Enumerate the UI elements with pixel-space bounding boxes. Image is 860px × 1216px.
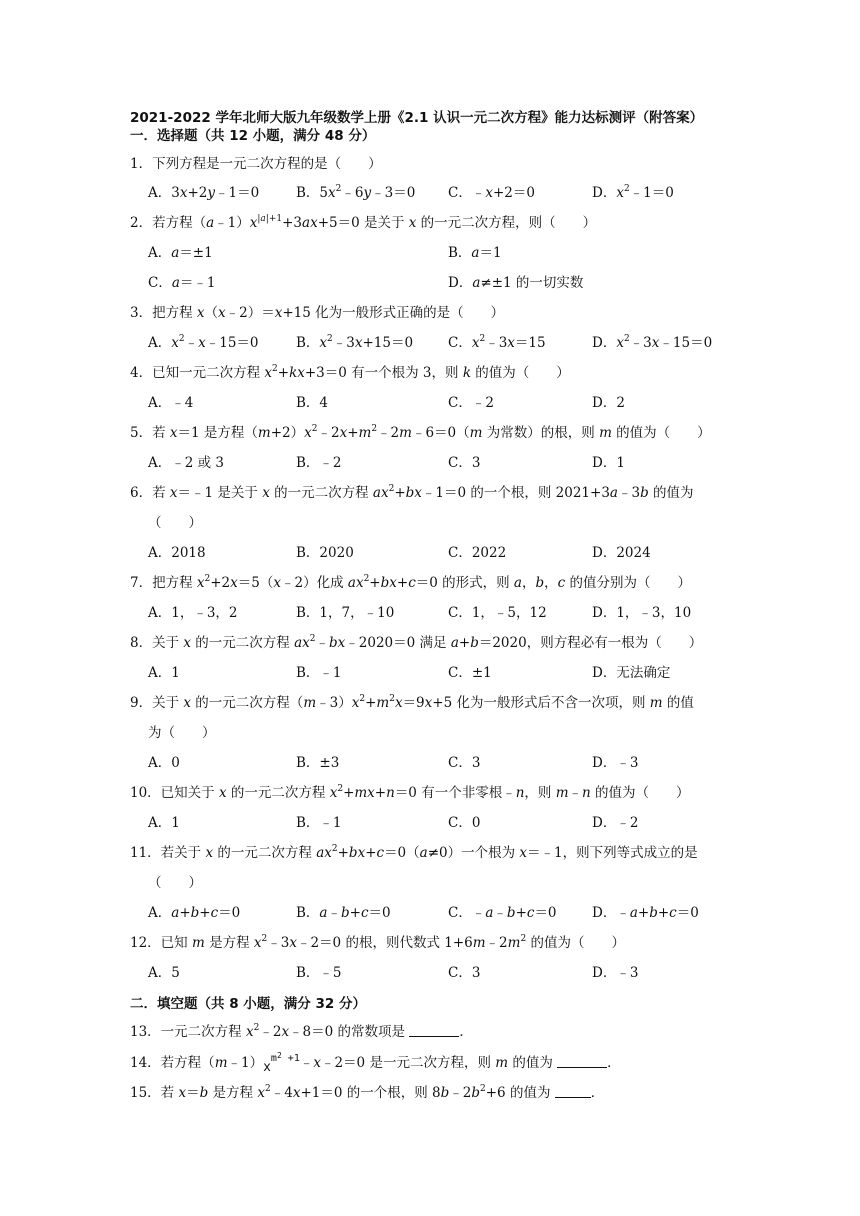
question-10-option-b: B．﹣1 — [296, 815, 342, 831]
question-9-continuation: 为（ ） — [148, 725, 216, 741]
question-9-option-a: A．0 — [148, 755, 180, 771]
question-1: 1．下列方程是一元二次方程的是（ ） — [130, 156, 382, 172]
question-7-option-a: A．1，﹣3，2 — [148, 605, 238, 621]
section-heading-choice: 一．选择题（共 12 小题，满分 48 分） — [130, 128, 376, 144]
question-8: 8．关于 x 的一元二次方程 $ax^2﹣bx﹣2020=0$ 满足 a+b＝2020，则方程必有一根为（ ） — [130, 634, 703, 651]
question-7-option-c: C．1，﹣5，12 — [448, 605, 547, 621]
question-2-option-c: C．a＝﹣1 — [148, 275, 216, 291]
question-4-option-a: A．﹣4 — [148, 395, 194, 411]
question-6-option-d: D．2024 — [592, 545, 651, 561]
question-11-option-d: D．﹣a+b+c＝0 — [592, 905, 699, 921]
question-4-option-b: B．4 — [296, 395, 329, 411]
question-12-option-b: B．﹣5 — [296, 965, 342, 981]
section-heading-fill: 二．填空题（共 8 小题，满分 32 分） — [130, 996, 366, 1012]
question-3-option-a: A．$x^2﹣x﹣15=0$ — [148, 334, 259, 351]
question-8-option-a: A．1 — [148, 665, 180, 681]
question-14: 14．若方程$(m﹣1)x^{m^2 +1}﹣x﹣2=0$ 是一元二次方程，则 m 的值为 ． — [130, 1051, 621, 1075]
question-5-option-d: D．1 — [592, 455, 625, 471]
question-12-option-a: A．5 — [148, 965, 180, 981]
question-12: 12．已知 m 是方程 $x^2﹣3x﹣2=0$ 的根，则代数式 $1+6m﹣2m^2$ 的值为（ ） — [130, 934, 625, 951]
question-10-option-c: C．0 — [448, 815, 481, 831]
question-15: 15．若 x＝b 是方程 $x^2﹣4x+1=0$ 的一个根，则 $8b﹣2b^2+6$ 的值为 ． — [130, 1084, 605, 1101]
question-4-option-d: D．2 — [592, 395, 625, 411]
question-2-option-a: A．a＝±1 — [148, 245, 213, 261]
question-6-option-a: A．2018 — [148, 545, 206, 561]
question-9-option-d: D．﹣3 — [592, 755, 639, 771]
question-7: 7．把方程 $x^2+2x=5(x﹣2)$化成 $ax^2+bx+c=0$ 的形式，则 a，b，c 的值分别为（ ） — [130, 574, 691, 591]
question-6-continuation: （ ） — [148, 515, 202, 531]
question-1-option-d: D．$x^2﹣1=0$ — [592, 184, 674, 201]
question-9-option-c: C．3 — [448, 755, 481, 771]
page-title: 2021-2022 学年北师大版九年级数学上册《2.1 认识一元二次方程》能力达标测评（附答案） — [130, 110, 704, 126]
question-4: 4．已知一元二次方程 $x^2+kx+3=0$ 有一个根为 3，则 k 的值为（ ） — [130, 364, 570, 381]
question-11: 11．若关于 x 的一元二次方程 $ax^2+bx+c=0(a\ne 0)$一个根为 x＝﹣1，则下列等式成立的是 — [130, 844, 698, 861]
question-8-option-d: D．无法确定 — [592, 665, 671, 681]
question-2-option-b: B．a＝1 — [448, 245, 502, 261]
question-10-option-d: D．﹣2 — [592, 815, 639, 831]
question-5-option-b: B．﹣2 — [296, 455, 342, 471]
question-12-option-d: D．﹣3 — [592, 965, 639, 981]
question-1-option-c: C．﹣x+2＝0 — [448, 185, 535, 201]
question-3-option-c: C．$x^2﹣3x=15$ — [448, 334, 546, 351]
question-11-continuation: （ ） — [148, 875, 202, 891]
question-2-option-d: D．a≠±1 的一切实数 — [448, 275, 584, 291]
question-3: 3．把方程 x（x﹣2）＝x+15 化为一般形式正确的是（ ） — [130, 305, 505, 321]
question-7-option-b: B．1，7，﹣10 — [296, 605, 395, 621]
question-8-option-c: C．±1 — [448, 665, 492, 681]
question-1-option-b: B．$5x^2﹣6y﹣3=0$ — [296, 184, 416, 201]
question-7-option-d: D．1，﹣3，10 — [592, 605, 692, 621]
question-6-option-b: B．2020 — [296, 545, 354, 561]
question-4-option-c: C．﹣2 — [448, 395, 494, 411]
question-1-option-a: A．3x+2y﹣1＝0 — [148, 185, 260, 201]
question-12-option-c: C．3 — [448, 965, 481, 981]
question-13: 13．一元二次方程 $x^2﹣2x﹣8=0$ 的常数项是 ． — [130, 1023, 473, 1040]
question-2: 2．若方程$(a﹣1)x^{|a|+1}+3ax+5=0$ 是关于 x 的一元二次方程，则（ ） — [130, 214, 597, 231]
question-8-option-b: B．﹣1 — [296, 665, 342, 681]
question-11-option-a: A．a+b+c＝0 — [148, 905, 241, 921]
question-5-option-c: C．3 — [448, 455, 481, 471]
question-11-option-c: C．﹣a﹣b+c＝0 — [448, 905, 557, 921]
question-10: 10．已知关于 x 的一元二次方程 $x^2+mx+n=0$ 有一个非零根﹣n，则 m﹣n 的值为（ ） — [130, 784, 690, 801]
question-9: 9．关于 x 的一元二次方程$(m﹣3)x^2+m^2x=9x+5$ 化为一般形式后不含一次项，则 m 的值 — [130, 694, 694, 711]
question-6-option-c: C．2022 — [448, 545, 507, 561]
question-11-option-b: B．a﹣b+c＝0 — [296, 905, 391, 921]
question-6: 6．若 x＝﹣1 是关于 x 的一元二次方程 $ax^2+bx﹣1=0$ 的一个根，则 2021+3a﹣3b 的值为 — [130, 484, 694, 501]
question-10-option-a: A．1 — [148, 815, 180, 831]
question-5: 5．若 x＝1 是方程$(m+2)x^2﹣2x+m^2﹣2m﹣6=0(m$ 为常数）的根，则 m 的值为（ ） — [130, 424, 711, 441]
question-3-option-d: D．$x^2﹣3x﹣15=0$ — [592, 334, 713, 351]
question-3-option-b: B．$x^2﹣3x+15=0$ — [296, 334, 414, 351]
question-9-option-b: B．±3 — [296, 755, 340, 771]
question-5-option-a: A．﹣2 或 3 — [148, 455, 225, 471]
